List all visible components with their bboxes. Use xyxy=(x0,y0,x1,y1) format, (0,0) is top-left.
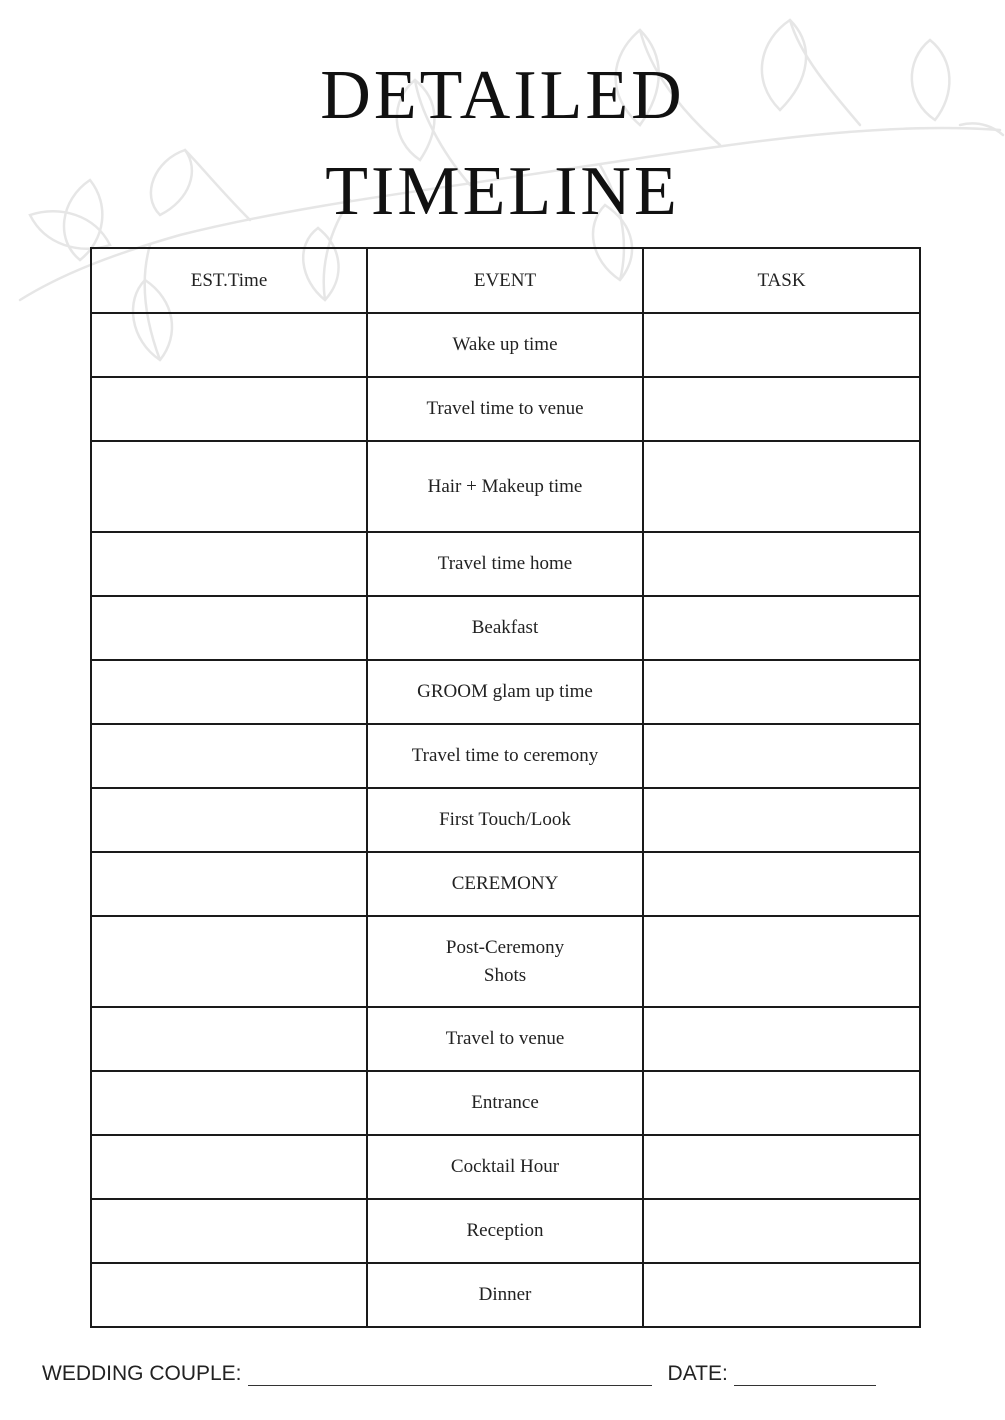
table-row xyxy=(91,1007,920,1071)
event-label: Travel to venue xyxy=(445,1028,565,1049)
task-cell[interactable] xyxy=(643,596,920,660)
task-cell[interactable] xyxy=(643,377,920,441)
event-cell xyxy=(367,660,643,724)
footer xyxy=(42,1362,972,1386)
task-cell[interactable] xyxy=(643,441,920,532)
event-cell xyxy=(367,532,643,596)
event-cell xyxy=(367,1263,643,1327)
time-cell[interactable] xyxy=(91,916,367,1007)
table-row xyxy=(91,660,920,724)
event-cell xyxy=(367,1007,643,1071)
task-cell[interactable] xyxy=(643,313,920,377)
event-label: Reception xyxy=(466,1220,544,1241)
time-cell[interactable] xyxy=(91,1071,367,1135)
event-cell xyxy=(367,313,643,377)
header-event: EVENT xyxy=(367,248,643,313)
page-title xyxy=(0,48,1005,240)
table-row xyxy=(91,852,920,916)
time-cell[interactable] xyxy=(91,660,367,724)
table-row xyxy=(91,441,920,532)
event-cell xyxy=(367,377,643,441)
header-row xyxy=(91,248,920,313)
task-cell[interactable] xyxy=(643,1135,920,1199)
task-cell[interactable] xyxy=(643,532,920,596)
event-cell xyxy=(367,788,643,852)
event-label: Cocktail Hour xyxy=(450,1156,560,1177)
task-cell[interactable] xyxy=(643,724,920,788)
time-cell[interactable] xyxy=(91,596,367,660)
table-row xyxy=(91,532,920,596)
task-cell[interactable] xyxy=(643,1263,920,1327)
task-cell[interactable] xyxy=(643,916,920,1007)
table-row xyxy=(91,1199,920,1263)
wedding-couple-field[interactable] xyxy=(248,1365,652,1386)
event-label: Travel time home xyxy=(437,553,573,574)
date-label: DATE: xyxy=(667,1362,728,1385)
event-cell xyxy=(367,1135,643,1199)
event-label: Travel time to venue xyxy=(426,398,584,419)
table-row xyxy=(91,596,920,660)
event-label: CEREMONY xyxy=(451,873,559,894)
task-cell[interactable] xyxy=(643,1199,920,1263)
event-label: Travel time to ceremony xyxy=(411,745,599,766)
task-cell[interactable] xyxy=(643,660,920,724)
event-cell xyxy=(367,1199,643,1263)
event-label: Beakfast xyxy=(471,617,539,638)
time-cell[interactable] xyxy=(91,532,367,596)
event-label: Dinner xyxy=(478,1284,532,1305)
event-cell xyxy=(367,916,643,1007)
table-row xyxy=(91,916,920,1007)
title-line-1: DETAILED xyxy=(320,57,685,134)
event-cell xyxy=(367,852,643,916)
header-est-time: EST.Time xyxy=(91,248,367,313)
event-label: Hair + Makeup time xyxy=(427,475,583,497)
time-cell[interactable] xyxy=(91,1263,367,1327)
table-row xyxy=(91,724,920,788)
header-task: TASK xyxy=(643,248,920,313)
time-cell[interactable] xyxy=(91,1007,367,1071)
time-cell[interactable] xyxy=(91,1199,367,1263)
title-line-2: TIMELINE xyxy=(325,153,680,230)
event-label: First Touch/Look xyxy=(439,809,571,830)
event-cell xyxy=(367,1071,643,1135)
time-cell[interactable] xyxy=(91,724,367,788)
table-row xyxy=(91,1135,920,1199)
event-label: Post-Ceremony Shots xyxy=(445,936,565,986)
timeline-table xyxy=(90,247,921,1328)
date-field[interactable] xyxy=(734,1365,876,1386)
table-row xyxy=(91,1071,920,1135)
time-cell[interactable] xyxy=(91,1135,367,1199)
wedding-couple-label: WEDDING COUPLE: xyxy=(42,1362,242,1385)
task-cell[interactable] xyxy=(643,788,920,852)
event-label: Wake up time xyxy=(452,334,558,355)
time-cell[interactable] xyxy=(91,788,367,852)
table-row xyxy=(91,313,920,377)
task-cell[interactable] xyxy=(643,1071,920,1135)
task-cell[interactable] xyxy=(643,1007,920,1071)
time-cell[interactable] xyxy=(91,441,367,532)
table-row xyxy=(91,377,920,441)
time-cell[interactable] xyxy=(91,852,367,916)
time-cell[interactable] xyxy=(91,377,367,441)
event-cell xyxy=(367,596,643,660)
event-cell xyxy=(367,724,643,788)
event-label: Entrance xyxy=(471,1092,539,1113)
event-cell xyxy=(367,441,643,532)
task-cell[interactable] xyxy=(643,852,920,916)
table-row xyxy=(91,1263,920,1327)
time-cell[interactable] xyxy=(91,313,367,377)
event-label: GROOM glam up time xyxy=(417,681,593,702)
table-row xyxy=(91,788,920,852)
